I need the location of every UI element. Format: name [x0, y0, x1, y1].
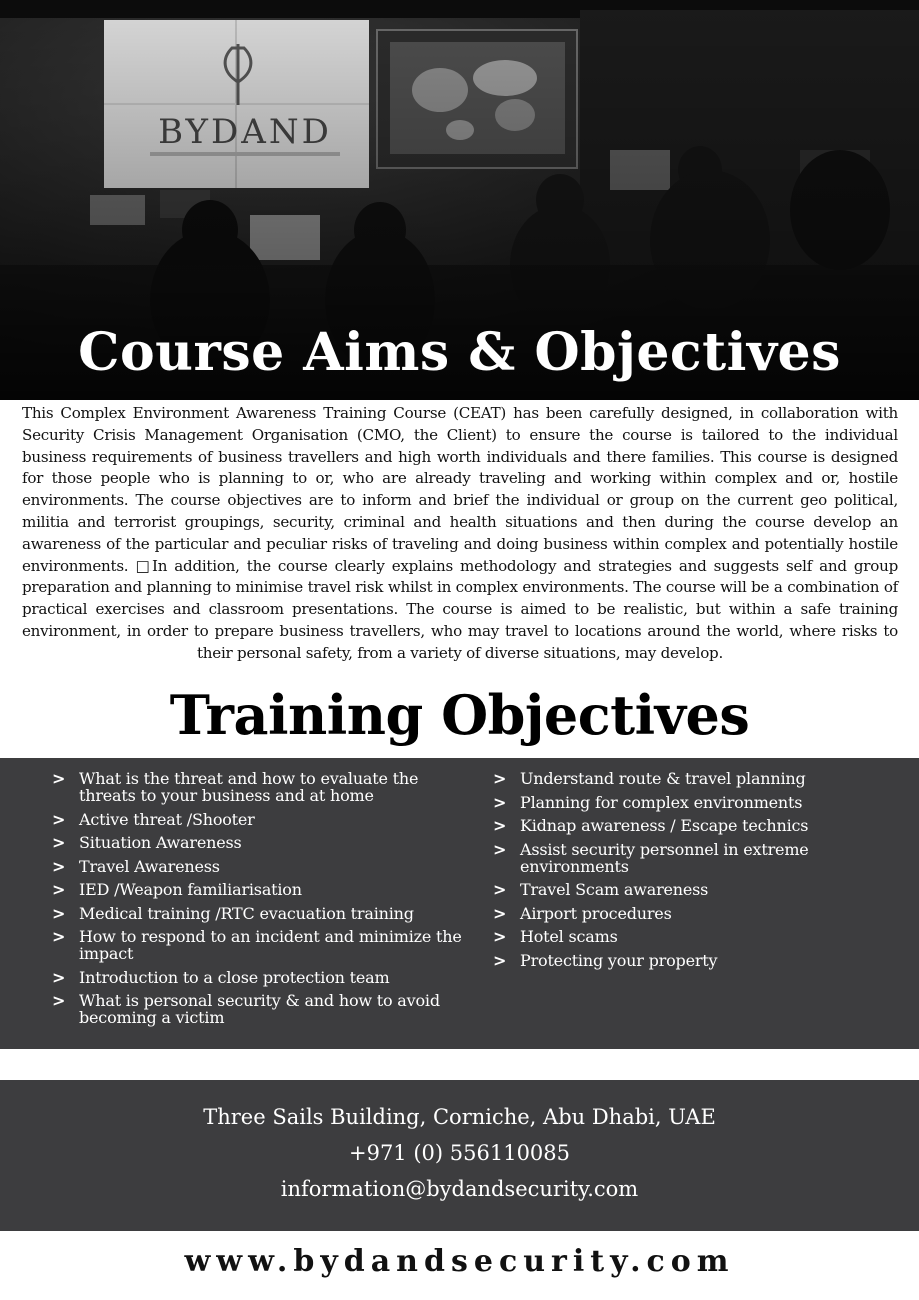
- objective-item: [493, 841, 893, 875]
- objective-text: Protecting your property: [520, 950, 718, 970]
- objective-text: IED /Weapon familiarisation: [79, 880, 302, 899]
- bullet-arrow-icon: >: [493, 903, 507, 923]
- objectives-list-left: [52, 770, 472, 1033]
- bullet-arrow-icon: >: [493, 839, 507, 859]
- objective-text: Assist security personnel in extreme environments: [520, 839, 809, 876]
- objective-item: [493, 817, 893, 834]
- objective-item: [493, 881, 893, 898]
- bullet-arrow-icon: >: [52, 991, 66, 1010]
- objective-item: [52, 992, 472, 1026]
- contact-phone: +971 (0) 556110085: [348, 1141, 571, 1165]
- objective-text: Medical training /RTC evacuation training: [79, 903, 414, 923]
- objective-text: Active threat /Shooter: [79, 809, 255, 829]
- objective-text: Planning for complex environments: [520, 792, 803, 812]
- bullet-arrow-icon: >: [52, 809, 66, 829]
- objective-item: [52, 858, 472, 875]
- hero-title: Course Aims & Objectives: [78, 322, 841, 383]
- objective-item: [493, 952, 893, 969]
- objective-text: Understand route & travel planning: [520, 769, 806, 788]
- objective-item: [493, 770, 893, 787]
- objectives-band: [0, 758, 919, 1049]
- objective-text: Kidnap awareness / Escape technics: [520, 816, 809, 835]
- bullet-arrow-icon: >: [52, 967, 66, 987]
- website-link[interactable]: www.bydandsecurity.com: [184, 1244, 735, 1279]
- objective-text: What is personal security & and how to avoid becoming a victim: [79, 991, 440, 1027]
- bullet-arrow-icon: >: [493, 950, 507, 970]
- objective-item: [52, 770, 472, 804]
- bullet-arrow-icon: >: [52, 856, 66, 876]
- objective-item: [52, 969, 472, 986]
- objective-item: [52, 928, 472, 962]
- objective-text: Travel Scam awareness: [520, 880, 709, 899]
- contact-address: Three Sails Building, Corniche, Abu Dhabi, UAE: [203, 1105, 716, 1129]
- intro-paragraph: This Complex Environment Awareness Training Course (CEAT) has been carefully designed, in collaboration with Security Crisis Management Organisation (CMO, the Client) to ensure the course is tailored to the individual business requirements of business travellers and high worth individuals and there families. This course is designed for those people who is planning to or, who are already traveling and working within complex and or, hostile environments. The course objectives are to inform and brief the individual or group on the current geo political, militia and terrorist groupings, security, criminal and health situations and then during the course develop an awareness of the particular and peculiar risks of traveling and doing business within complex and potentially hostile environments. □In addition, the course clearly explains methodology and strategies and suggests self and group preparation and planning to minimise travel risk whilst in complex environments. The course will be a combination of practical exercises and classroom presentations. The course is aimed to be realistic, but within a safe training environment, in order to prepare business travellers, who may travel to locations around the world, where risks to their personal safety, from a variety of diverse situations, may develop.: [22, 404, 898, 662]
- bullet-arrow-icon: >: [493, 880, 507, 899]
- bullet-arrow-icon: >: [493, 927, 507, 946]
- objectives-list-right: [493, 770, 893, 975]
- objective-item: [493, 928, 893, 945]
- objective-text: How to respond to an incident and minimize the impact: [79, 927, 462, 963]
- objective-text: Hotel scams: [520, 927, 618, 946]
- hero-banner: [0, 0, 919, 400]
- objective-text: Situation Awareness: [79, 833, 242, 852]
- objective-item: [52, 834, 472, 851]
- bullet-arrow-icon: >: [52, 880, 66, 899]
- bullet-arrow-icon: >: [493, 792, 507, 812]
- objective-text: Airport procedures: [520, 903, 672, 923]
- bullet-arrow-icon: >: [493, 816, 507, 835]
- objective-text: Travel Awareness: [79, 856, 220, 876]
- objective-item: [493, 905, 893, 922]
- contact-email[interactable]: information@bydandsecurity.com: [280, 1177, 639, 1201]
- objective-item: [493, 794, 893, 811]
- objective-item: [52, 881, 472, 898]
- objective-item: [52, 811, 472, 828]
- contact-band: [0, 1080, 919, 1231]
- training-objectives-title: Training Objectives: [169, 683, 750, 747]
- bullet-arrow-icon: >: [52, 769, 66, 788]
- objective-text: What is the threat and how to evaluate the threats to your business and at home: [79, 769, 419, 805]
- objective-item: [52, 905, 472, 922]
- objective-text: Introduction to a close protection team: [79, 967, 390, 987]
- bullet-arrow-icon: >: [52, 903, 66, 923]
- bullet-arrow-icon: >: [52, 833, 66, 852]
- bullet-arrow-icon: >: [493, 769, 507, 788]
- bullet-arrow-icon: >: [52, 927, 66, 946]
